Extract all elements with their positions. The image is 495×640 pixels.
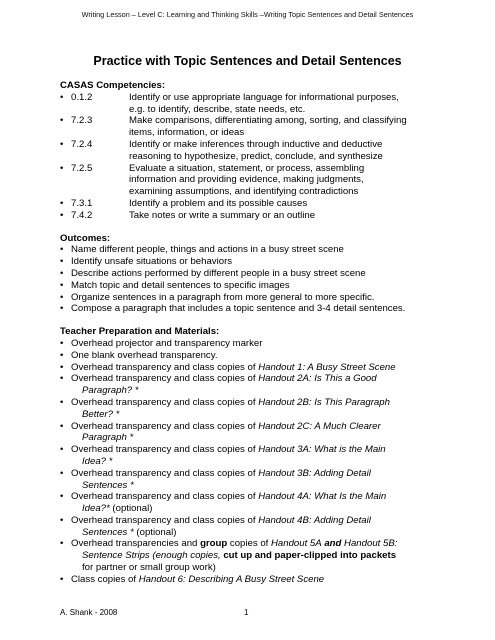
competency-item xyxy=(60,210,460,222)
outcome-item xyxy=(60,256,460,268)
competency-description xyxy=(129,163,460,198)
competency-line: Evaluate a situation, statement, or process, assembling xyxy=(129,162,365,174)
competency-code: 7.2.5 xyxy=(71,162,93,174)
bullet-icon: • xyxy=(60,267,64,279)
bullet-icon: • xyxy=(60,444,64,456)
bullet-icon: • xyxy=(60,337,64,349)
outcomes-section xyxy=(60,233,460,316)
bullet-icon: • xyxy=(60,209,64,221)
competency-line: items, information, or ideas xyxy=(129,127,245,139)
outcomes-heading: Outcomes: xyxy=(60,232,111,244)
competency-item xyxy=(60,92,460,116)
competency-code: 7.2.4 xyxy=(71,138,93,150)
bullet-icon: • xyxy=(60,420,64,432)
page-header: Writing Lesson – Level C: Learning and Thinking Skills –Writing Topic Sentences and Detail Sentences xyxy=(81,10,414,19)
material-item: • Overhead transparency and class copies of Handout 3A: What is the Main Idea? * xyxy=(60,444,460,468)
material-item: • Overhead transparency and class copies of Handout 4A: What Is the Main Idea?* (optional) xyxy=(60,491,460,515)
bullet-icon: • xyxy=(60,491,64,503)
list-item-continuation: Paragraph? * xyxy=(82,385,139,397)
competency-description xyxy=(129,198,460,210)
teacher-list xyxy=(60,338,460,539)
bullet-icon: • xyxy=(60,373,64,385)
material-item: • Overhead transparency and class copies of Handout 2A: Is This a Good Paragraph? * xyxy=(60,373,460,397)
competency-line: reasoning to hypothesize, predict, conclude, and synthesize xyxy=(129,150,383,162)
list-item: • Overhead transparencies and group copies of Handout 5A and Handout 5B: Sentence Strips (enough copies, cut up and paper-clipped into packets for partner or small group work) xyxy=(60,538,460,573)
bullet-icon: • xyxy=(60,162,64,174)
page-number: 1 xyxy=(244,608,249,617)
bullet-icon: • xyxy=(60,91,64,103)
material-item: • Overhead transparency and class copies of Handout 3B: Adding Detail Sentences * xyxy=(60,468,460,492)
footer-author: A. Shank - 2008 xyxy=(60,608,118,617)
list-item-continuation: Sentences * xyxy=(82,479,134,491)
document-title: Practice with Topic Sentences and Detail Sentences xyxy=(93,54,402,68)
competency-line: e.g. to identify, describe, state needs, etc. xyxy=(129,103,306,115)
outcome-text: Compose a paragraph that includes a topic sentence and 3-4 detail sentences. xyxy=(71,303,406,315)
list-item-continuation: Paragraph * xyxy=(82,432,134,444)
competency-line: Make comparisons, differentiating among, sorting, and classifying xyxy=(129,115,407,127)
competency-description xyxy=(129,92,460,116)
competency-item xyxy=(60,139,460,163)
bullet-icon: • xyxy=(60,138,64,150)
outcome-item xyxy=(60,268,460,280)
outcome-item xyxy=(60,280,460,292)
list-item-continuation: Idea?* (optional) xyxy=(82,503,153,515)
outcome-text: Match topic and detail sentences to specific images xyxy=(71,279,290,291)
competency-code: 7.3.1 xyxy=(71,197,93,209)
competency-code: 7.4.2 xyxy=(71,209,93,221)
competency-item xyxy=(60,163,460,198)
material-item: • Overhead transparency and class copies of Handout 2B: Is This Paragraph Better? * xyxy=(60,397,460,421)
bullet-icon: • xyxy=(60,396,64,408)
competency-line: Identify a problem and its possible causes xyxy=(129,197,308,209)
competency-description xyxy=(129,115,460,139)
bullet-icon: • xyxy=(60,279,64,291)
outcome-item xyxy=(60,292,460,304)
outcome-text: Name different people, things and actions in a busy street scene xyxy=(71,244,344,256)
competency-item xyxy=(60,198,460,210)
list-item-continuation: Sentence Strips (enough copies, cut up and paper-clipped into packets xyxy=(82,550,397,562)
competency-line: Take notes or write a summary or an outline xyxy=(129,209,316,221)
material-item: • Overhead transparency and class copies of Handout 2C: A Much Clearer Paragraph * xyxy=(60,421,460,445)
material-item: • Overhead transparency and class copies of Handout 4B: Adding Detail Sentences * (optional) xyxy=(60,515,460,539)
casas-section xyxy=(60,80,460,222)
material-item: • One blank overhead transparency. xyxy=(60,349,218,361)
outcome-text: Organize sentences in a paragraph from more general to more specific. xyxy=(71,291,375,303)
competency-code: 7.2.3 xyxy=(71,115,93,127)
bullet-icon: • xyxy=(60,514,64,526)
document-body xyxy=(60,80,460,597)
material-item: • Overhead projector and transparency marker xyxy=(60,337,263,349)
competency-line: Identify or use appropriate language for informational purposes, xyxy=(129,91,399,103)
bullet-icon: • xyxy=(60,467,64,479)
material-item: • Overhead transparency and class copies of Handout 1: A Busy Street Scene xyxy=(60,361,396,373)
competency-code: 0.1.2 xyxy=(71,91,93,103)
outcome-item xyxy=(60,244,460,256)
bullet-icon: • xyxy=(60,349,64,361)
bullet-icon: • xyxy=(60,256,64,268)
bullet-icon: • xyxy=(60,538,64,550)
competency-line: information and providing evidence, making judgments, xyxy=(129,174,364,186)
bullet-icon: • xyxy=(60,573,64,585)
outcome-item xyxy=(60,303,460,315)
bullet-icon: • xyxy=(60,115,64,127)
competency-description xyxy=(129,139,460,163)
teacher-section xyxy=(60,326,460,586)
outcome-text: Describe actions performed by different people in a busy street scene xyxy=(71,267,366,279)
bullet-icon: • xyxy=(60,291,64,303)
competency-line: examining assumptions, and identifying contradictions xyxy=(129,186,359,198)
teacher-heading: Teacher Preparation and Materials: xyxy=(60,326,220,338)
list-item-continuation: Sentences * (optional) xyxy=(82,526,177,538)
competency-description xyxy=(129,210,460,222)
list-item-continuation: Better? * xyxy=(82,408,120,420)
casas-heading: CASAS Competencies: xyxy=(60,80,166,91)
bullet-icon: • xyxy=(60,244,64,256)
list-item: • Class copies of Handout 6: Describing A Busy Street Scene xyxy=(60,573,325,585)
list-item-continuation: for partner or small group work) xyxy=(82,562,216,574)
list-item-continuation: Idea? * xyxy=(82,455,113,467)
bullet-icon: • xyxy=(60,303,64,315)
outcomes-list xyxy=(60,244,460,315)
competency-line: Identify or make inferences through inductive and deductive xyxy=(129,138,383,150)
competency-item xyxy=(60,115,460,139)
casas-list xyxy=(60,92,460,222)
bullet-icon: • xyxy=(60,361,64,373)
bullet-icon: • xyxy=(60,197,64,209)
outcome-text: Identify unsafe situations or behaviors xyxy=(71,256,233,268)
